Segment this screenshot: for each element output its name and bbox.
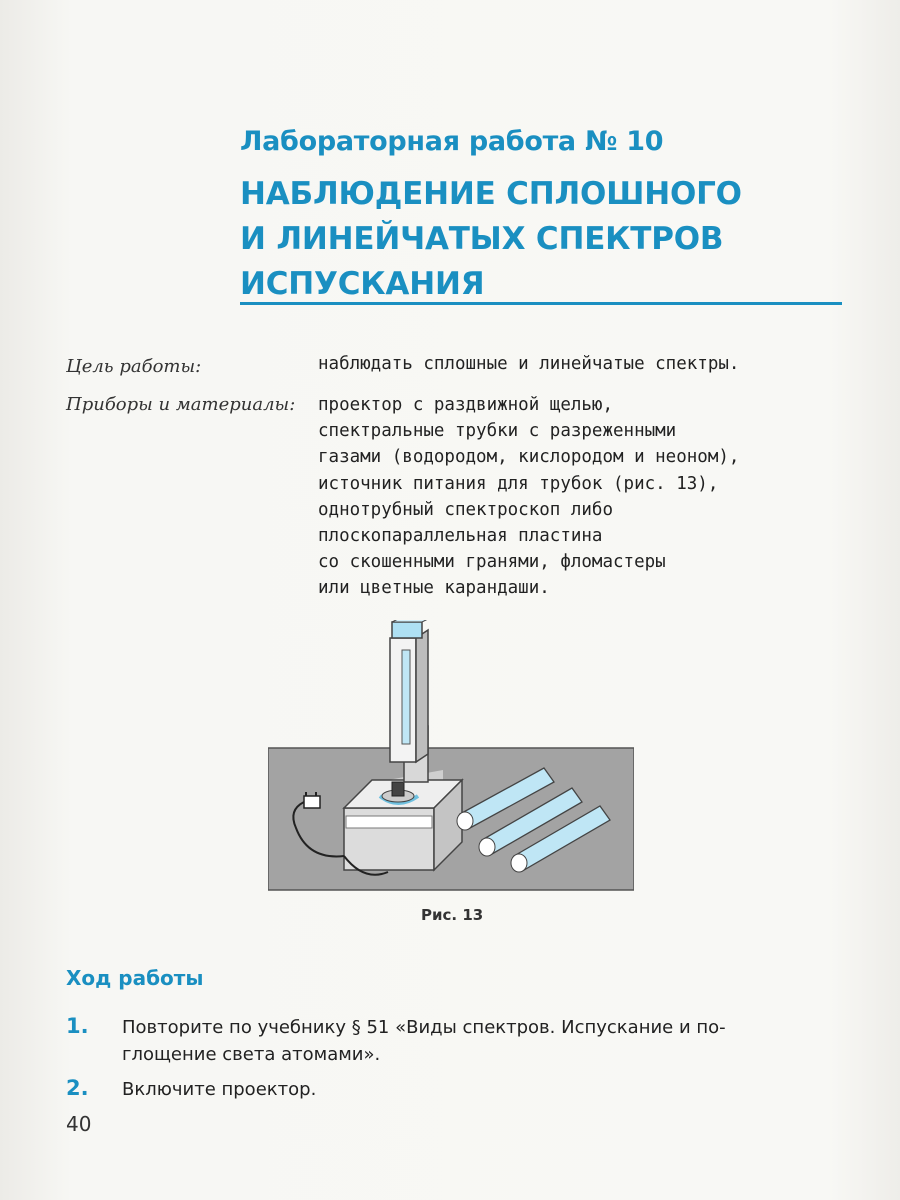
procedure-heading: Ход работы (66, 966, 204, 990)
tube-cap (392, 622, 422, 638)
materials-line: газами (водородом, кислородом и неоном), (318, 447, 740, 468)
figure-spectral-tube-apparatus (268, 620, 634, 892)
goal-label: Цель работы: (66, 356, 202, 377)
spare-tube-end (457, 812, 473, 830)
step-number: 1. (66, 1014, 89, 1038)
lab-title-line: НАБЛЮДЕНИЕ СПЛОШНОГО (240, 176, 742, 212)
materials-line: плоскопараллельная пластина (318, 526, 603, 547)
lab-subtitle: Лабораторная работа № 10 (240, 126, 664, 157)
step-text (122, 1014, 842, 1068)
materials-label: Приборы и материалы: (66, 394, 296, 415)
tube-cap-top (392, 620, 434, 622)
materials-list (318, 392, 739, 602)
lab-title (240, 172, 840, 307)
spectral-tube-mounted (402, 650, 410, 744)
goal-text: наблюдать сплошные и линейчатые спектры. (318, 354, 740, 374)
materials-line: спектральные трубки с разреженными (318, 421, 677, 442)
materials-line: или цветные карандаши. (318, 578, 550, 599)
materials-line: проектор с раздвижной щелью, (318, 395, 614, 415)
spare-tube-end (511, 854, 527, 872)
materials-line: однотрубный спектроскоп либо (318, 499, 614, 520)
materials-line: со скошенными гранями, фломастеры (318, 552, 666, 573)
figure-caption: Рис. 13 (421, 906, 484, 924)
tube-stand-side (416, 630, 428, 762)
power-supply-panel (346, 816, 432, 828)
step-line: Повторите по учебнику § 51 «Виды спектров. Испускание и по- (122, 1017, 726, 1038)
step-line: глощение света атомами». (122, 1044, 381, 1065)
socket-knob (392, 782, 404, 796)
lab-title-line: ИСПУСКАНИЯ (240, 266, 485, 302)
step-text (122, 1076, 842, 1103)
materials-line: источник питания для трубок (рис. 13), (318, 473, 719, 494)
plug (304, 796, 320, 808)
step-line: Включите проектор. (122, 1079, 317, 1100)
page-number: 40 (66, 1112, 92, 1136)
spare-tube-end (479, 838, 495, 856)
lab-title-line: И ЛИНЕЙЧАТЫХ СПЕКТРОВ (240, 221, 724, 257)
title-divider (240, 302, 842, 305)
step-number: 2. (66, 1076, 89, 1100)
